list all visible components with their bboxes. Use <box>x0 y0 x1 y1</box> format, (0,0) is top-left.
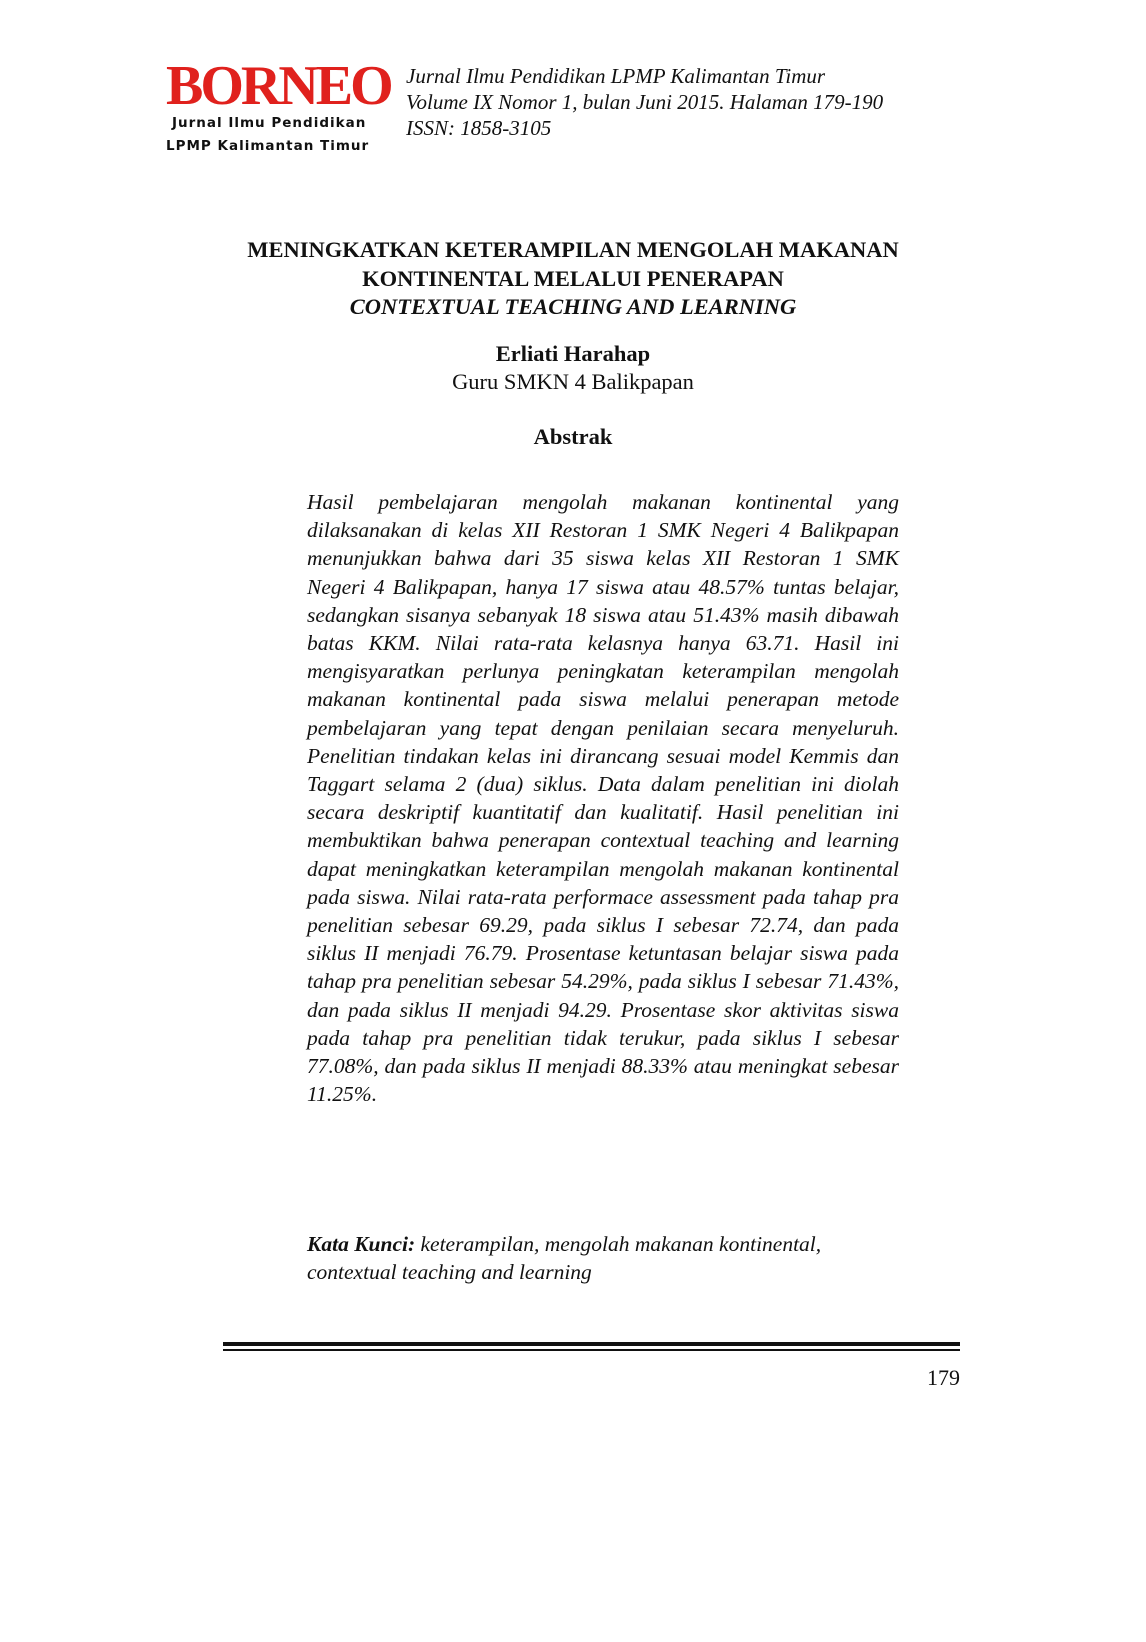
logo-subtitle-line2: LPMP Kalimantan Timur <box>166 138 370 154</box>
journal-info <box>406 63 883 141</box>
keywords-text: keterampilan, mengolah makanan kontinental, contextual teaching and learning <box>307 1232 822 1285</box>
abstract-body: Hasil pembelajaran mengolah makanan kontinental yang dilaksanakan di kelas XII Restoran 1 SMK Negeri 4 Balikpapan menunjukkan bahwa dari 35 siswa kelas XII Restoran 1 SMK Negeri 4 Balikpapan, hanya 17 siswa atau 48.57% tuntas belajar, sedangkan sisanya sebanyak 18 siswa atau 51.43% masih dibawah batas KKM. Nilai rata-rata kelasnya hanya 63.71. Hasil ini mengisyaratkan perlunya peningkatan keterampilan mengolah makanan kontinental pada siswa melalui penerapan metode pembelajaran yang tepat dengan penilaian secara menyeluruh. Penelitian tindakan kelas ini dirancang sesuai model Kemmis dan Taggart selama 2 (dua) siklus. Data dalam penelitian ini diolah secara deskriptif kuantitatif dan kualitatif. Hasil penelitian ini membuktikan bahwa penerapan contextual teaching and learning dapat meningkatkan keterampilan mengolah makanan kontinental pada siswa. Nilai rata-rata performace assessment pada tahap pra penelitian sebesar 69.29, pada siklus I sebesar 72.74, dan pada siklus II menjadi 76.79. Prosentase ketuntasan belajar siswa pada tahap pra penelitian sebesar 54.29%, pada siklus I sebesar 71.43%, dan pada siklus II menjadi 94.29. Prosentase skor aktivitas siswa pada tahap pra penelitian tidak terukur, pada siklus I sebesar 77.08%, dan pada siklus II menjadi 88.33% atau meningkat sebesar 11.25%. <box>307 490 899 1107</box>
title-line-1: MENINGKATKAN KETERAMPILAN MENGOLAH MAKANAN <box>247 237 899 262</box>
journal-issn: ISSN: 1858-3105 <box>406 116 552 140</box>
title-line-3: CONTEXTUAL TEACHING AND LEARNING <box>349 294 797 319</box>
author-affiliation: Guru SMKN 4 Balikpapan <box>452 369 694 394</box>
journal-volume: Volume IX Nomor 1, bulan Juni 2015. Halaman 179-190 <box>406 90 884 114</box>
keywords <box>307 1230 899 1286</box>
page-number: 179 <box>927 1365 960 1390</box>
paper-title <box>0 236 1146 322</box>
journal-logo <box>166 55 391 158</box>
journal-name: Jurnal Ilmu Pendidikan LPMP Kalimantan Timur <box>406 64 826 88</box>
logo-wordmark: BORNEO <box>166 55 391 117</box>
footer-rule-thin <box>223 1349 960 1351</box>
author-block <box>0 340 1146 396</box>
footer-rule-thick <box>223 1342 960 1346</box>
author-name: Erliati Harahap <box>495 341 651 366</box>
abstract-heading: Abstrak <box>533 424 613 449</box>
logo-subtitle-line1: Jurnal Ilmu Pendidikan <box>172 115 367 131</box>
title-line-2: KONTINENTAL MELALUI PENERAPAN <box>362 265 784 291</box>
keywords-label: Kata Kunci: <box>307 1232 416 1256</box>
